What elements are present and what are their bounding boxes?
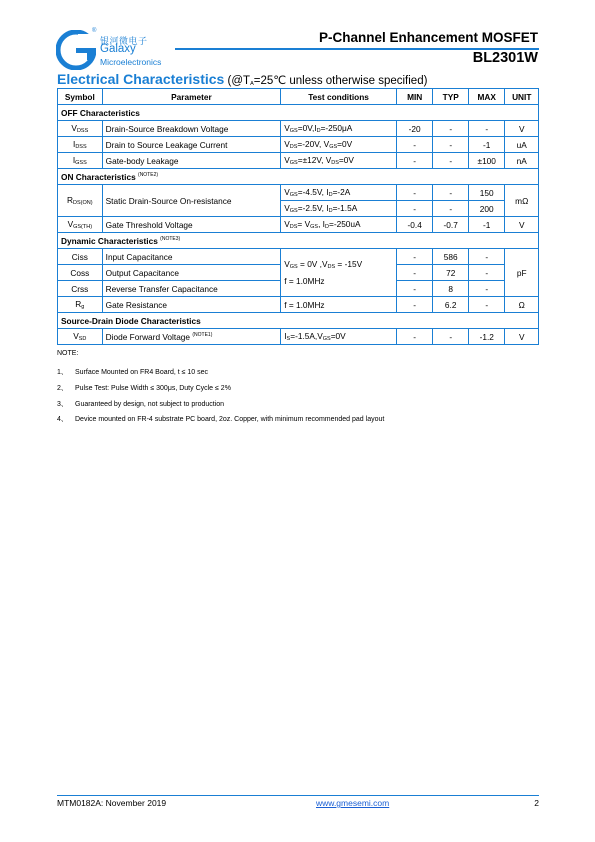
note-item: 4、 Device mounted on FR-4 substrate PC board, 2oz. Copper, with minimum recommended pad layout	[57, 416, 385, 423]
test-cell: f = 1.0MHz	[281, 297, 397, 313]
symbol-cell: $R_{DS(ON)}$	[58, 185, 103, 217]
min-cell: -	[396, 297, 433, 313]
max-cell: ±100	[468, 153, 505, 169]
max-cell: -1.2	[468, 329, 505, 345]
symbol-cell: $I_{GSS}$	[58, 153, 103, 169]
unit-cell: V	[505, 329, 539, 345]
max-cell: -1	[468, 137, 505, 153]
test-cell: $V_{GS}=-2.5V$, $I_D=-1.5A$	[281, 201, 397, 217]
unit-cell: V	[505, 217, 539, 233]
max-cell: -	[468, 297, 505, 313]
min-cell: -	[396, 249, 433, 265]
header-test-conditions: Test conditions	[281, 89, 397, 105]
electrical-characteristics-table	[57, 88, 539, 345]
section-title: Electrical Characteristics	[57, 71, 225, 87]
typ-cell: 6.2	[433, 297, 469, 313]
typ-cell: 8	[433, 281, 469, 297]
typ-cell: -	[433, 329, 469, 345]
typ-cell: -	[433, 185, 469, 201]
max-cell: -	[468, 281, 505, 297]
dynamic-characteristics-title: Dynamic Characteristics $^{(NOTE3)}$	[58, 233, 539, 249]
max-cell: -	[468, 121, 505, 137]
notes-heading: NOTE:	[57, 350, 79, 357]
typ-cell: 72	[433, 265, 469, 281]
parameter-cell: Gate Resistance	[102, 297, 281, 313]
symbol-cell: $V_{SD}$	[58, 329, 103, 345]
parameter-cell: Reverse Transfer Capacitance	[102, 281, 281, 297]
test-cell: $V_{GS}=\pm 12V$, $V_{DS}=0V$	[281, 153, 397, 169]
on-characteristics-title: ON Characteristics $^{(NOTE2)}$	[58, 169, 539, 185]
parameter-cell: Drain-Source Breakdown Voltage	[102, 121, 281, 137]
footer-doc-code: MTM0182A: November 2019	[57, 798, 167, 808]
diode-characteristics-title: Source-Drain Diode Characteristics	[58, 313, 539, 329]
footer-divider	[57, 795, 539, 796]
table-row	[58, 297, 539, 313]
parameter-cell: Drain to Source Leakage Current	[102, 137, 281, 153]
registered-mark: ®	[92, 28, 97, 34]
note-item: 3、 Guaranteed by design, not subject to production	[57, 401, 225, 408]
typ-cell: -	[433, 153, 469, 169]
section-row-on	[58, 169, 539, 185]
min-cell: -	[396, 265, 433, 281]
table-row	[58, 121, 539, 137]
unit-cell: uA	[505, 137, 539, 153]
logo-chinese-name: 银河微电子	[100, 36, 148, 46]
test-cell: $V_{GS}=-4.5V$, $I_D=-2A$	[281, 185, 397, 201]
galaxy-g-logo-icon	[56, 30, 96, 70]
table-header-row	[58, 89, 539, 105]
symbol-cell: Ciss	[58, 249, 103, 265]
unit-cell: V	[505, 121, 539, 137]
section-row-diode	[58, 313, 539, 329]
test-cell: $I_S=-1.5A,V_{GS}=0V$	[281, 329, 397, 345]
min-cell: -	[396, 185, 433, 201]
dynamic-test-cell: $V_{GS} = 0V$ $,V_{DS} = -15V$ f = 1.0MHz	[281, 249, 397, 297]
typ-cell: -	[433, 121, 469, 137]
table-row	[58, 249, 539, 265]
off-characteristics-title: OFF Characteristics	[58, 105, 539, 121]
min-cell: -	[396, 201, 433, 217]
max-cell: -1	[468, 217, 505, 233]
table-row	[58, 329, 539, 345]
logo-subtitle: Microelectronics	[100, 57, 162, 67]
min-cell: -	[396, 281, 433, 297]
test-cell: $V_{GS}=0V,I_D=-250\mu A$	[281, 121, 397, 137]
section-row-dynamic	[58, 233, 539, 249]
min-cell: -20	[396, 121, 433, 137]
symbol-cell: Coss	[58, 265, 103, 281]
header-parameter: Parameter	[102, 89, 281, 105]
note-item: 2、 Pulse Test: Pulse Width ≤ 300μs, Duty Cycle ≤ 2%	[57, 385, 231, 392]
parameter-cell: Input Capacitance	[102, 249, 281, 265]
symbol-cell: $R_g$	[58, 297, 103, 313]
max-cell: -	[468, 249, 505, 265]
min-cell: -0.4	[396, 217, 433, 233]
table-row	[58, 217, 539, 233]
min-cell: -	[396, 137, 433, 153]
table-row	[58, 137, 539, 153]
min-cell: -	[396, 329, 433, 345]
parameter-cell: Output Capacitance	[102, 265, 281, 281]
max-cell: 200	[468, 201, 505, 217]
section-row-off	[58, 105, 539, 121]
parameter-cell: Diode Forward Voltage $^{(NOTE1)}$	[102, 329, 281, 345]
header-symbol: Symbol	[58, 89, 103, 105]
logo-name: Galaxy	[100, 43, 136, 55]
symbol-cell: $I_{DSS}$	[58, 137, 103, 153]
typ-cell: -	[433, 137, 469, 153]
min-cell: -	[396, 153, 433, 169]
test-cell: $V_{DS}= V_{GS}$, $I_D=-250uA$	[281, 217, 397, 233]
parameter-cell: Gate-body Leakage	[102, 153, 281, 169]
parameter-cell: Gate Threshold Voltage	[102, 217, 281, 233]
header-unit: UNIT	[505, 89, 539, 105]
section-condition: ($@T_A=25℃$ unless otherwise specified)	[224, 75, 428, 87]
document-title: P-Channel Enhancement MOSFET	[318, 30, 538, 45]
symbol-cell: $V_{GS(TH)}$	[58, 217, 103, 233]
table-row	[58, 153, 539, 169]
max-cell: -	[468, 265, 505, 281]
max-cell: 150	[468, 185, 505, 201]
parameter-cell: Static Drain-Source On-resistance	[102, 185, 281, 217]
test-cell: $V_{DS}=-20V$, $V_{GS}=0V$	[281, 137, 397, 153]
symbol-cell: Crss	[58, 281, 103, 297]
part-number: BL2301W	[472, 50, 538, 66]
company-logo	[56, 28, 176, 72]
note-item: 1、 Surface Mounted on FR4 Board, t ≤ 10 sec	[57, 369, 209, 376]
typ-cell: -0.7	[433, 217, 469, 233]
page-number: 2	[534, 798, 539, 808]
unit-cell: nA	[505, 153, 539, 169]
header-max: MAX	[468, 89, 505, 105]
unit-cell: Ω	[505, 297, 539, 313]
section-heading	[57, 71, 427, 89]
typ-cell: 586	[433, 249, 469, 265]
unit-cell: mΩ	[505, 185, 539, 217]
header-min: MIN	[396, 89, 433, 105]
footer-website-link[interactable]: www.gmesemi.com	[316, 798, 390, 808]
typ-cell: -	[433, 201, 469, 217]
unit-cell: pF	[505, 249, 539, 297]
header-typ: TYP	[433, 89, 469, 105]
table-row	[58, 185, 539, 201]
symbol-cell: $V_{DSS}$	[58, 121, 103, 137]
